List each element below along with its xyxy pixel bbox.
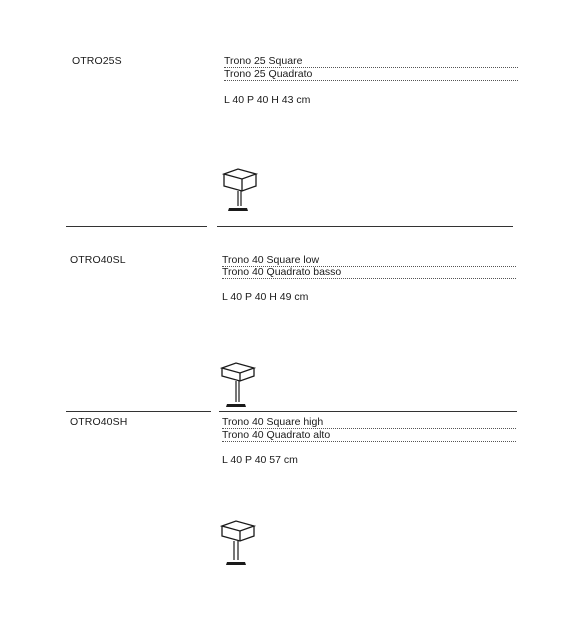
divider-right (219, 411, 517, 412)
product-code: OTRO40SH (70, 416, 128, 428)
stool-drawing-icon (218, 360, 258, 410)
divider-left (66, 226, 207, 227)
product-dimensions: L 40 P 40 H 43 cm (224, 94, 311, 106)
product-name-it: Trono 25 Quadrato (224, 68, 518, 81)
product-name-en: Trono 40 Square high (222, 416, 516, 429)
product-name-en: Trono 25 Square (224, 55, 518, 68)
product-dimensions: L 40 P 40 H 49 cm (222, 291, 309, 303)
product-name-it: Trono 40 Quadrato basso (222, 266, 516, 279)
product-dimensions: L 40 P 40 57 cm (222, 454, 298, 466)
stool-drawing-icon (220, 166, 260, 214)
product-name-en: Trono 40 Square low (222, 254, 516, 267)
divider-left (66, 411, 211, 412)
product-code: OTRO40SL (70, 254, 126, 266)
product-name-it: Trono 40 Quadrato alto (222, 429, 516, 442)
stool-drawing-icon (218, 518, 258, 568)
product-code: OTRO25S (72, 55, 122, 67)
divider-right (217, 226, 513, 227)
